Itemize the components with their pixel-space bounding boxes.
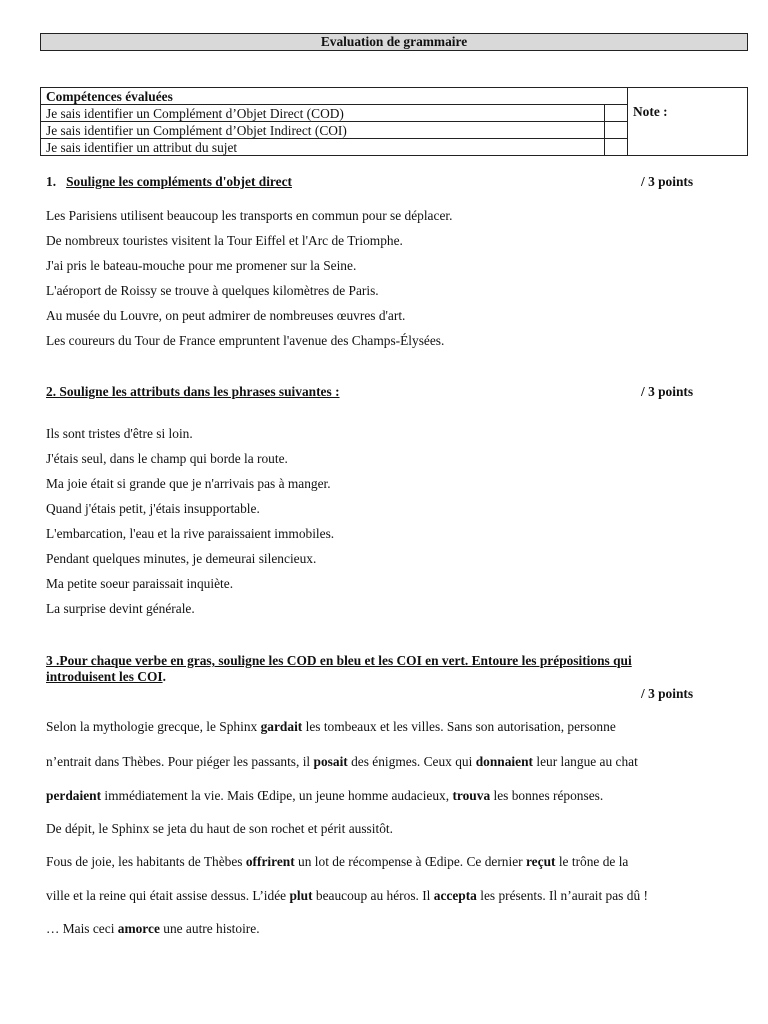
text-run: Selon la mythologie grecque, le Sphinx (46, 719, 261, 734)
text-run: … Mais ceci (46, 921, 118, 936)
bold-verb: reçut (525, 854, 556, 869)
bold-verb: offrirent (245, 854, 295, 869)
section1-sentence: J'ai pris le bateau-mouche pour me promener sur la Seine. (46, 258, 357, 273)
text-run: le trône de la (555, 854, 629, 869)
section3-text-line (46, 719, 616, 735)
section1-sentence: Les coureurs du Tour de France empruntent l'avenue des Champs-Élysées. (46, 333, 445, 348)
section3-points: / 3 points (641, 686, 694, 701)
bold-verb: trouva (452, 788, 491, 803)
competence-item: Je sais identifier un Complément d’Objet Direct (COD) (41, 105, 605, 122)
competences-table (40, 87, 748, 156)
section2-title: 2. Souligne les attributs dans les phrases suivantes : (46, 384, 340, 399)
text-run: un lot de récompense à Œdipe. Ce dernier (294, 854, 526, 869)
competence-checkbox[interactable] (605, 105, 628, 122)
section1-heading (46, 174, 292, 190)
section3-text-line (46, 888, 648, 904)
bold-verb: plut (289, 888, 313, 903)
section3-text-line (46, 788, 603, 804)
bold-verb: donnaient (475, 754, 533, 769)
bold-verb: gardait (260, 719, 303, 734)
text-run: ville et la reine qui était assise dessus. L’idée (46, 888, 290, 903)
section2-points: / 3 points (641, 384, 694, 399)
section3-text-line (46, 854, 628, 870)
text-run: les tombeaux et les villes. Sans son autorisation, personne (302, 719, 616, 734)
section2-sentence: J'étais seul, dans le champ qui borde la route. (46, 451, 288, 466)
section3-title-line1: 3 .Pour chaque verbe en gras, souligne les COD en bleu et les COI en vert. Entoure les prépositions qui (46, 653, 632, 668)
text-run: une autre histoire. (159, 921, 260, 936)
section2-sentence: La surprise devint générale. (46, 601, 195, 616)
competence-item: Je sais identifier un attribut du sujet (41, 139, 605, 156)
section3-text-line (46, 921, 260, 937)
text-run: les présents. Il n’aurait pas dû ! (476, 888, 648, 903)
section1-sentence: L'aéroport de Roissy se trouve à quelques kilomètres de Paris. (46, 283, 379, 298)
bold-verb: amorce (117, 921, 160, 936)
section1-number: 1. (46, 174, 57, 189)
section3-text-line (46, 754, 638, 770)
competences-heading: Compétences évaluées (41, 88, 605, 105)
section1-sentence: Les Parisiens utilisent beaucoup les transports en commun pour se déplacer. (46, 208, 453, 223)
section2-sentence: Ma petite soeur paraissait inquiète. (46, 576, 234, 591)
note-label: Note : (628, 88, 748, 156)
section2-sentence: Ils sont tristes d'être si loin. (46, 426, 193, 441)
text-run: des énigmes. Ceux qui (347, 754, 476, 769)
section3-title-line2: introduisent les COI (46, 669, 163, 684)
competences-heading-spacer (605, 88, 628, 105)
text-run: leur langue au chat (533, 754, 638, 769)
section1-title: Souligne les compléments d'objet direct (66, 174, 292, 189)
section3-text-line (46, 821, 393, 837)
bold-verb: perdaient (46, 788, 102, 803)
text-run: Fous de joie, les habitants de Thèbes (46, 854, 246, 869)
section2-sentence: Pendant quelques minutes, je demeurai silencieux. (46, 551, 317, 566)
section3-heading-line2 (46, 669, 166, 685)
section3-heading-line1 (46, 653, 632, 669)
section1-sentence: De nombreux touristes visitent la Tour Eiffel et l'Arc de Triomphe. (46, 233, 403, 248)
section2-sentence: L'embarcation, l'eau et la rive paraissaient immobiles. (46, 526, 335, 541)
competence-checkbox[interactable] (605, 139, 628, 156)
text-run: beaucoup au héros. Il (312, 888, 434, 903)
section1-points: / 3 points (641, 174, 694, 189)
section2-heading (46, 384, 340, 400)
section2-sentence: Ma joie était si grande que je n'arrivais pas à manger. (46, 476, 331, 491)
section2-sentence: Quand j'étais petit, j'étais insupportable. (46, 501, 260, 516)
text-run: De dépit, le Sphinx se jeta du haut de son rochet et périt aussitôt. (46, 821, 393, 836)
text-run: immédiatement la vie. Mais Œdipe, un jeune homme audacieux, (101, 788, 453, 803)
competence-item: Je sais identifier un Complément d’Objet Indirect (COI) (41, 122, 605, 139)
bold-verb: accepta (433, 888, 477, 903)
bold-verb: posait (313, 754, 348, 769)
document-title: Evaluation de grammaire (40, 33, 748, 51)
section3-title-end: . (162, 669, 166, 684)
text-run: les bonnes réponses. (490, 788, 604, 803)
text-run: n’entrait dans Thèbes. Pour piéger les passants, il (46, 754, 314, 769)
competence-checkbox[interactable] (605, 122, 628, 139)
section1-sentence: Au musée du Louvre, on peut admirer de nombreuses œuvres d'art. (46, 308, 406, 323)
